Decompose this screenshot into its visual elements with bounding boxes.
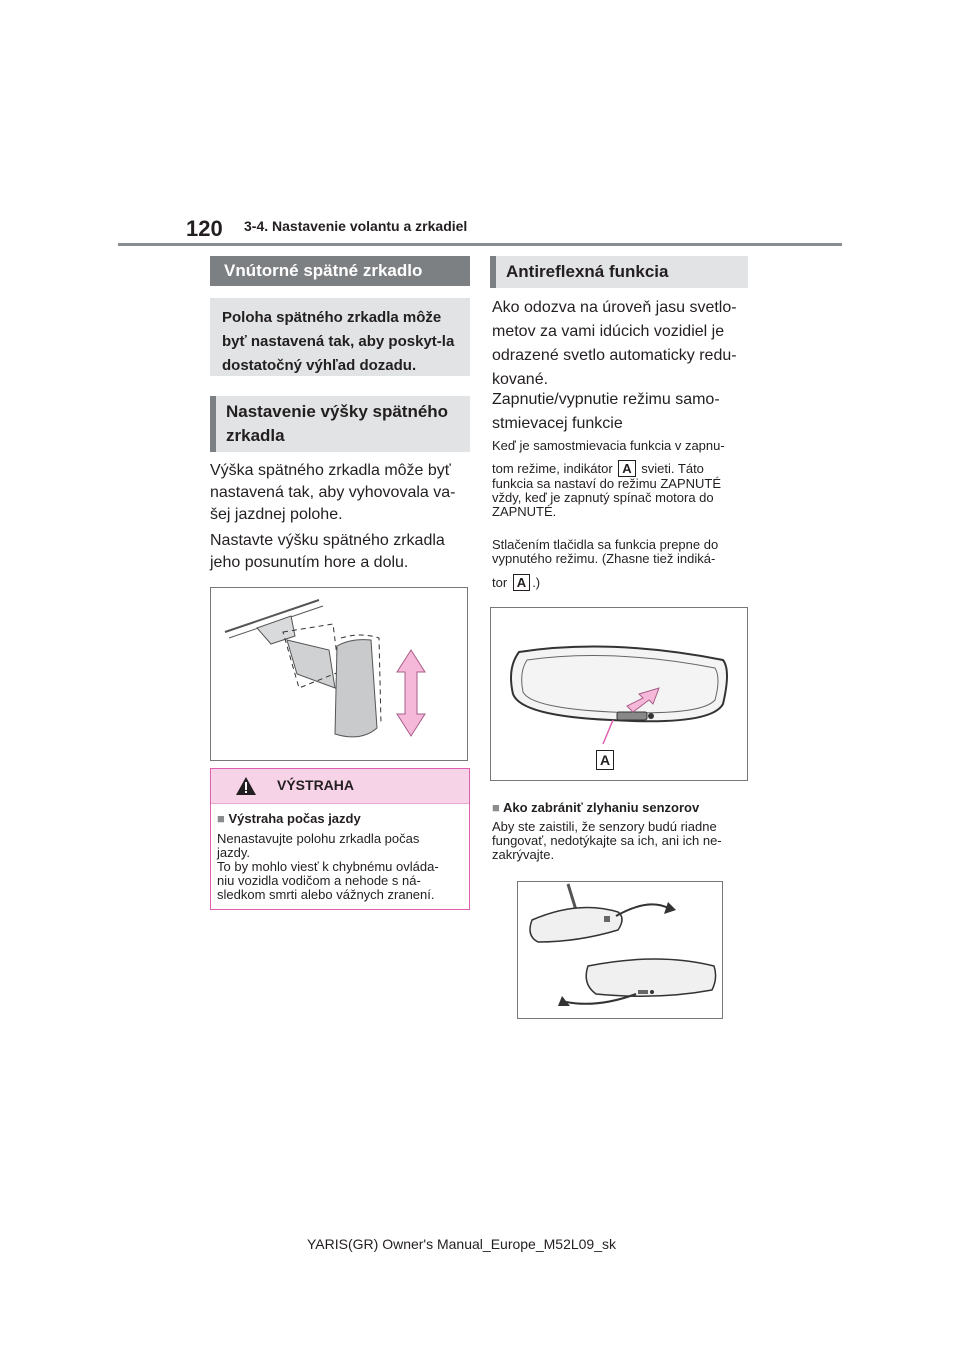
- text-line: zakrývajte.: [492, 847, 555, 862]
- warning-header: [211, 769, 469, 804]
- text-line: sledkom smrti alebo vážnych zranení.: [217, 887, 435, 902]
- text-line: kované.: [492, 371, 549, 388]
- mirror-height-illustration: [211, 588, 467, 760]
- text-line: jazdy.: [217, 845, 250, 860]
- warning-text: [217, 832, 463, 902]
- text-fragment: tom režime, indikátor: [492, 461, 613, 476]
- text-line: ZAPNUTÉ.: [492, 504, 557, 519]
- right-note-1: [492, 439, 754, 519]
- left-subtitle: Nastavenie výšky spätného zrkadla: [210, 396, 470, 452]
- sensor-heading: Ako zabrániť zlyhaniu senzorov: [503, 800, 700, 815]
- warning-triangle-icon: [235, 776, 257, 796]
- square-bullet-icon: ■: [492, 800, 500, 815]
- text-line-with-badge: [492, 574, 754, 591]
- text-line: odrazené svetlo automaticky redu-: [492, 347, 737, 364]
- text-line: metov za vami idúcich vozidiel je: [492, 323, 725, 340]
- left-paragraph-2: [210, 530, 470, 574]
- sensor-figure: [517, 881, 723, 1019]
- left-intro-box: [210, 298, 470, 376]
- text-line: jeho posunutím hore a dolu.: [210, 554, 409, 571]
- text-line: Výška spätného zrkadla môže byť: [210, 462, 451, 479]
- text-fragment: tor: [492, 575, 508, 590]
- header-rule: [118, 243, 842, 246]
- text-line: Stlačením tlačidla sa funkcia prepne do: [492, 537, 719, 552]
- text-fragment: .): [532, 575, 541, 590]
- indicator-badge: A: [618, 460, 635, 477]
- figure-label-a: A: [596, 750, 614, 770]
- text-line: Nenastavujte polohu zrkadla počas: [217, 831, 420, 846]
- square-bullet-icon: ■: [217, 811, 225, 826]
- text-line: funkcia sa nastaví do režimu ZAPNUTÉ: [492, 476, 722, 491]
- text-line: Ako odozva na úroveň jasu svetlo-: [492, 299, 737, 316]
- warning-label: VÝSTRAHA: [277, 777, 355, 793]
- text-line: fungovať, nedotýkajte sa ich, ani ich ne-: [492, 833, 722, 848]
- right-paragraph-1: [492, 296, 752, 392]
- right-note-2: [492, 538, 754, 591]
- mirror-indicator-figure: [490, 607, 748, 781]
- text-line: vypnutého režimu. (Zhasne tiež indiká-: [492, 551, 716, 566]
- sensor-illustration: [518, 882, 722, 1018]
- mirror-indicator-illustration: [491, 608, 747, 780]
- footer: YARIS(GR) Owner's Manual_Europe_M52L09_sk: [307, 1236, 616, 1252]
- sensor-arrow-icon: [558, 996, 570, 1006]
- left-paragraph-1: [210, 460, 470, 526]
- text-line: niu vozidla vodičom a nehode s ná-: [217, 873, 421, 888]
- right-section-title: Antireflexná funkcia: [490, 256, 748, 288]
- text-line: nastavená tak, aby vyhovovala va-: [210, 484, 456, 501]
- warning-box: [210, 768, 470, 910]
- text-line: Zapnutie/vypnutie režimu samo-: [492, 391, 720, 408]
- sensor-heading-row: [492, 800, 699, 816]
- text-line: Nastavte výšku spätného zrkadla: [210, 532, 445, 549]
- left-intro-text: Poloha spätného zrkadla môže byť nastavená tak, aby poskyt-la dostatočný výhľad dozadu.: [222, 309, 455, 374]
- text-line-with-badge: [492, 460, 754, 477]
- text-line: vždy, keď je zapnutý spínač motora do: [492, 490, 714, 505]
- text-line: Keď je samostmievacia funkcia v zapnu-: [492, 438, 725, 453]
- text-line: šej jazdnej polohe.: [210, 506, 343, 523]
- up-down-arrow-icon: [397, 650, 425, 736]
- warning-heading-row: [217, 810, 463, 828]
- warning-heading: Výstraha počas jazdy: [228, 811, 361, 826]
- mirror-height-figure: [210, 587, 468, 761]
- text-line: Aby ste zaistili, že senzory budú riadne: [492, 819, 717, 834]
- page-number: 120: [186, 216, 223, 241]
- left-section-title: Vnútorné spätné zrkadlo: [210, 256, 470, 286]
- text-fragment: svieti. Táto: [641, 461, 704, 476]
- indicator-badge: A: [513, 574, 530, 591]
- right-paragraph-2: [492, 388, 752, 436]
- text-line: stmievacej funkcie: [492, 415, 623, 432]
- section-title: 3-4. Nastavenie volantu a zrkadiel: [244, 218, 468, 234]
- text-line: To by mohlo viesť k chybnému ovláda-: [217, 859, 439, 874]
- sensor-text: [492, 820, 754, 862]
